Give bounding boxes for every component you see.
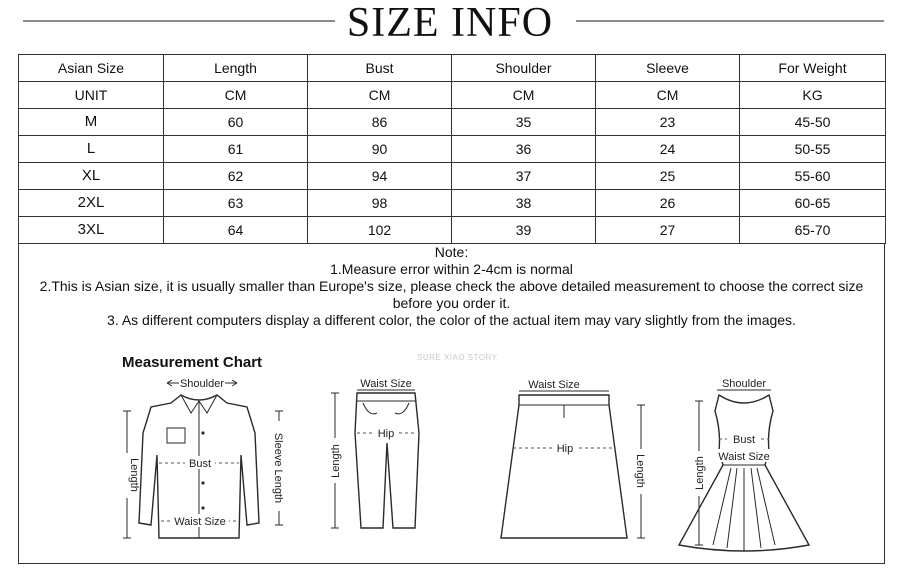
table-cell: 102 (308, 217, 452, 244)
header-cell: Length (164, 55, 308, 82)
unit-cell: KG (740, 82, 886, 109)
unit-cell: UNIT (19, 82, 164, 109)
table-row (19, 136, 886, 163)
shirt-length-label: Length (128, 458, 140, 492)
table-cell: 86 (308, 109, 452, 136)
table-cell: 94 (308, 163, 452, 190)
shirt-shoulder-label: Shoulder (179, 378, 225, 390)
page-title: SIZE INFO (346, 0, 554, 46)
table-cell: 26 (596, 190, 740, 217)
table-cell: 38 (452, 190, 596, 217)
table-cell: 65-70 (740, 217, 886, 244)
header-cell: For Weight (740, 55, 886, 82)
header-cell: Asian Size (19, 55, 164, 82)
table-cell: 50-55 (740, 136, 886, 163)
table-cell: 35 (452, 109, 596, 136)
pants-length-label: Length (330, 444, 342, 478)
table-cell: 45-50 (740, 109, 886, 136)
size-cell: 2XL (19, 190, 164, 217)
size-cell: XL (19, 163, 164, 190)
watermark: SURE XIAO STORY (417, 353, 498, 362)
notes-box (18, 243, 885, 564)
table-row (19, 190, 886, 217)
header-cell: Shoulder (452, 55, 596, 82)
pants-hip-label: Hip (377, 428, 395, 440)
table-cell: 55-60 (740, 163, 886, 190)
table-cell: 24 (596, 136, 740, 163)
dress-diagram (669, 373, 819, 558)
skirt-length-label: Length (634, 454, 646, 488)
title-row (0, 0, 900, 46)
shirt-waist-label: Waist Size (174, 516, 226, 528)
unit-cell: CM (308, 82, 452, 109)
measurement-chart-title: Measurement Chart (122, 354, 263, 371)
notes-heading: Note: (434, 244, 469, 260)
table-row (19, 109, 886, 136)
dress-shoulder-label: Shoulder (721, 378, 767, 390)
table-cell: 27 (596, 217, 740, 244)
table-cell: 23 (596, 109, 740, 136)
table-cell: 63 (164, 190, 308, 217)
table-cell: 61 (164, 136, 308, 163)
table-row (19, 217, 886, 244)
note-line-2: 2.This is Asian size, it is usually smaller than Europe's size, please check the above detailed measurement to choose the correct size (39, 278, 864, 294)
notes (19, 244, 884, 329)
header-cell: Sleeve (596, 55, 740, 82)
table-cell: 37 (452, 163, 596, 190)
skirt-diagram (499, 373, 649, 558)
skirt-hip-label: Hip (556, 443, 574, 455)
size-cell: M (19, 109, 164, 136)
table-cell: 60 (164, 109, 308, 136)
skirt-waist-label: Waist Size (528, 379, 580, 391)
table-cell: 62 (164, 163, 308, 190)
size-cell: 3XL (19, 217, 164, 244)
table-cell: 90 (308, 136, 452, 163)
table-cell: 98 (308, 190, 452, 217)
shirt-sleeve-label: Sleeve Length (272, 432, 284, 504)
shirt-diagram (119, 373, 299, 558)
shirt-bust-label: Bust (188, 458, 212, 470)
unit-cell: CM (596, 82, 740, 109)
table-row (19, 163, 886, 190)
pants-waist-label: Waist Size (360, 378, 412, 390)
title-divider-right (576, 20, 884, 22)
dress-waist-label: Waist Size (718, 451, 770, 463)
table-cell: 36 (452, 136, 596, 163)
table-unit-row (19, 82, 886, 109)
size-cell: L (19, 136, 164, 163)
table-cell: 39 (452, 217, 596, 244)
note-line-2-cont: before you order it. (392, 295, 511, 311)
pants-diagram (319, 373, 429, 558)
dress-bust-label: Bust (732, 434, 756, 446)
size-table (18, 54, 886, 244)
unit-cell: CM (164, 82, 308, 109)
unit-cell: CM (452, 82, 596, 109)
table-cell: 64 (164, 217, 308, 244)
dress-length-label: Length (694, 456, 706, 490)
note-line-1: 1.Measure error within 2-4cm is normal (330, 261, 573, 277)
note-line-3: 3. As different computers display a different color, the color of the actual item may vary slightly from the images. (107, 312, 796, 328)
table-cell: 25 (596, 163, 740, 190)
table-header-row (19, 55, 886, 82)
header-cell: Bust (308, 55, 452, 82)
table-cell: 60-65 (740, 190, 886, 217)
